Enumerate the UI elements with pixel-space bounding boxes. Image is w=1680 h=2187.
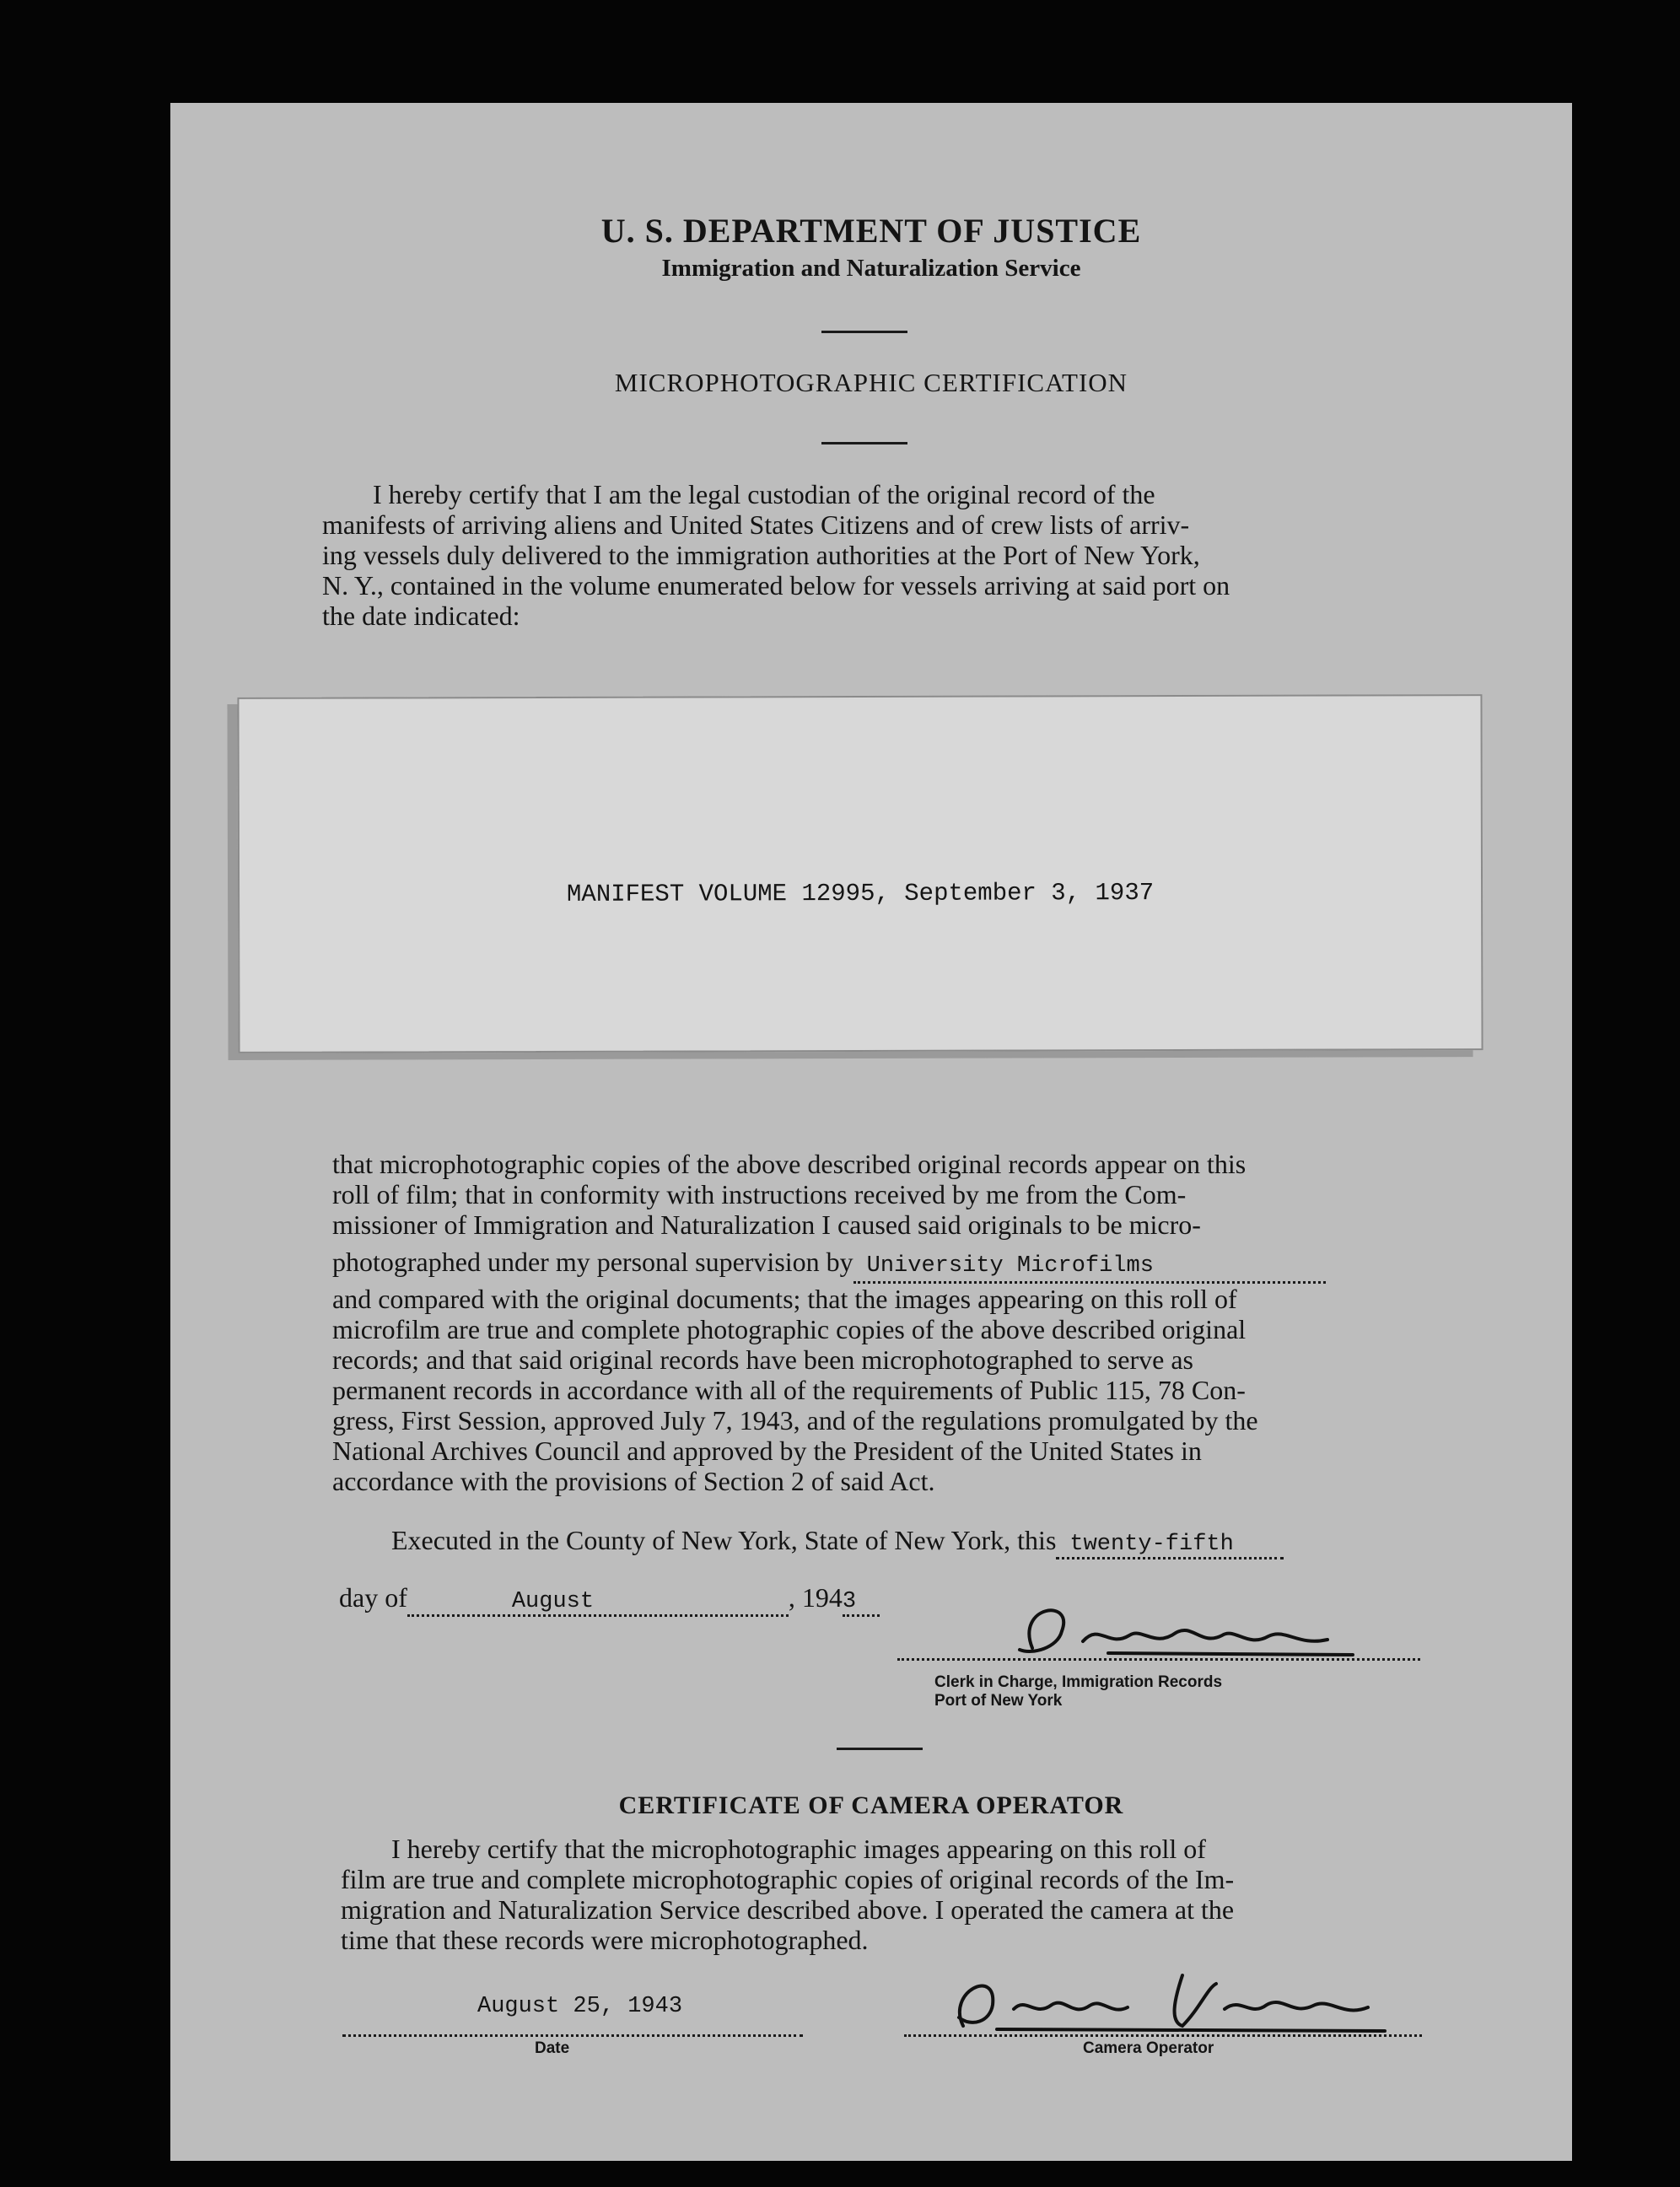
camera-operator-caption: Camera Operator bbox=[1083, 2039, 1214, 2057]
body-line: that microphotographic copies of the above described original records appear on this bbox=[332, 1149, 1247, 1179]
year-prefix: , 194 bbox=[788, 1582, 843, 1613]
supervision-value: University Microfilms bbox=[866, 1253, 1154, 1279]
divider bbox=[837, 1748, 923, 1750]
camera-operator-signature bbox=[929, 1958, 1402, 2034]
year-digit: 3 bbox=[842, 1589, 857, 1614]
month-value: August bbox=[511, 1589, 595, 1614]
body-line: gress, First Session, approved July 7, 1943, and of the regulations promulgated by the bbox=[332, 1405, 1258, 1436]
clerk-caption-title: Clerk in Charge, Immigration Records bbox=[934, 1673, 1223, 1691]
body-line: National Archives Council and approved by the President of the United States in bbox=[332, 1436, 1202, 1466]
operator-line: film are true and complete microphotographic copies of original records of the Im- bbox=[341, 1864, 1235, 1894]
certificate-page bbox=[170, 103, 1572, 2161]
camera-operator-text bbox=[341, 1834, 1429, 1955]
year-fill bbox=[843, 1582, 880, 1617]
divider bbox=[821, 331, 907, 333]
operator-line: time that these records were microphotographed. bbox=[341, 1925, 869, 1955]
supervision-prefix: photographed under my personal supervision by bbox=[332, 1247, 853, 1277]
clerk-caption-port: Port of New York bbox=[934, 1692, 1063, 1710]
certification-intro bbox=[322, 479, 1408, 631]
day-of-line bbox=[339, 1582, 880, 1617]
clerk-caption bbox=[934, 1673, 1222, 1710]
intro-line: the date indicated: bbox=[322, 601, 520, 631]
day-of-label: day of bbox=[339, 1582, 407, 1613]
form-title: MICROPHOTOGRAPHIC CERTIFICATION bbox=[614, 368, 1128, 397]
intro-line: N. Y., contained in the volume enumerated below for vessels arriving at said port on bbox=[322, 570, 1230, 601]
operator-line: I hereby certify that the microphotographic images appearing on this roll of bbox=[391, 1834, 1206, 1864]
executed-day: twenty-fifth bbox=[1069, 1532, 1234, 1557]
camera-operator-title: CERTIFICATE OF CAMERA OPERATOR bbox=[618, 1791, 1124, 1819]
body-line: and compared with the original documents; that the images appearing on this roll of bbox=[332, 1284, 1237, 1314]
body-line: microfilm are true and complete photographic copies of the above described original bbox=[332, 1314, 1247, 1344]
operator-date-caption: Date bbox=[535, 2039, 570, 2057]
volume-slip-text: MANIFEST VOLUME 12995, September 3, 1937 bbox=[566, 879, 1155, 908]
supervision-fill bbox=[853, 1247, 1326, 1284]
body-line: permanent records in accordance with all of the requirements of Public 115, 78 Con- bbox=[332, 1375, 1246, 1405]
clerk-signature-line bbox=[897, 1655, 1420, 1661]
executed-prefix: Executed in the County of New York, State of New York, this bbox=[391, 1525, 1057, 1555]
body-line: roll of film; that in conformity with instructions received by me from the Com- bbox=[332, 1179, 1187, 1209]
month-fill bbox=[407, 1582, 789, 1617]
volume-slip bbox=[237, 694, 1483, 1053]
operator-line: migration and Naturalization Service described above. I operated the camera at the bbox=[341, 1894, 1235, 1925]
operator-date-line bbox=[342, 2031, 803, 2037]
clerk-signature bbox=[982, 1589, 1378, 1665]
body-line: missioner of Immigration and Naturalization I caused said originals to be micro- bbox=[332, 1209, 1201, 1240]
operator-date-value: August 25, 1943 bbox=[477, 1994, 683, 2019]
executed-day-fill bbox=[1056, 1525, 1284, 1559]
supervision-line bbox=[332, 1247, 1419, 1284]
divider bbox=[821, 442, 907, 444]
executed-line bbox=[391, 1525, 1284, 1559]
body-line: accordance with the provisions of Section 2 of said Act. bbox=[332, 1466, 935, 1496]
service-subheading: Immigration and Naturalization Service bbox=[661, 255, 1081, 282]
body-line: records; and that said original records have been microphotographed to serve as bbox=[332, 1344, 1193, 1375]
department-heading: U. S. DEPARTMENT OF JUSTICE bbox=[600, 212, 1142, 250]
intro-line: ing vessels duly delivered to the immigration authorities at the Port of New York, bbox=[322, 540, 1200, 570]
certification-body bbox=[332, 1149, 1419, 1496]
intro-line: I hereby certify that I am the legal custodian of the original record of the bbox=[373, 479, 1155, 509]
camera-operator-signature-line bbox=[904, 2031, 1422, 2037]
intro-line: manifests of arriving aliens and United States Citizens and of crew lists of arriv- bbox=[322, 509, 1190, 540]
